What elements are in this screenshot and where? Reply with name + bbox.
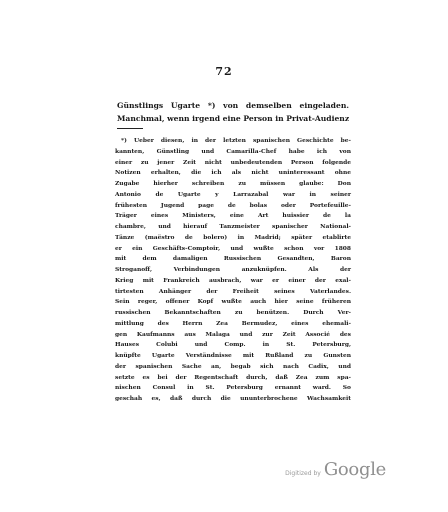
footnote-line: Notizen erhalten, die ich als nicht uninteressant ohne xyxy=(115,169,351,177)
footnote-line: geschah es, daß durch die ununterbrochene Wachsamkeit xyxy=(115,395,351,402)
digitized-by-label: Digitized by xyxy=(285,470,321,477)
footnote-line: nischen Consul in St. Petersburg ernannt ward. So xyxy=(115,384,351,392)
footnote-line: gen Kaufmanns aus Malaga und zur Zeit Associé des xyxy=(115,330,351,338)
footnote-line: russischen Bekanntschaften zu benützen. Durch Ver- xyxy=(115,309,351,316)
google-logo: Google xyxy=(323,459,386,480)
footnote-line: Hauses Colubi und Comp. in St. Petersburg, xyxy=(115,341,351,349)
footnote-line: Träger eines Ministers, eine Art huissier de la xyxy=(115,212,351,220)
main-text-line: Günstlings Ugarte *) von demselben eingeladen. xyxy=(117,101,349,110)
footnote-line: Sein reger, offener Kopf wußte auch hier seine früheren xyxy=(115,298,351,306)
footnote-line: chambre, und hierauf Tanzmeister spanischer National- xyxy=(115,223,351,230)
footnote-line: knüpfte Ugarte Verständnisse mit Rußland zu Gunsten xyxy=(115,352,351,359)
footnote-line: *) Ueber diesen, in der letzten spanischen Geschichte be- xyxy=(121,137,351,144)
footnote-line: Krieg mit Frankreich ausbrach, war er einer der exal- xyxy=(115,276,351,284)
footnote xyxy=(115,136,351,405)
main-text-line: Manchmal, wenn irgend eine Person in Privat-Audienz xyxy=(117,113,350,123)
page-number: 72 xyxy=(215,65,233,78)
footnote-line: Zugabe hierher schreiben zu müssen glaube: Don xyxy=(115,180,351,187)
main-text xyxy=(117,100,349,125)
footnote-line: frühesten Jugend page de bolas oder Portefeuille- xyxy=(115,201,351,209)
footnote-line: setzte es bei der Regentschaft durch, daß Zea zum spa- xyxy=(115,373,351,381)
footnote-line: mit dem damaligen Russischen Gesandten, Baron xyxy=(115,255,351,263)
footnote-rule xyxy=(117,128,143,129)
footnote-line: Stroganoff, Verbindungen anzuknüpfen. Als der xyxy=(115,266,351,273)
footnote-line: kannten, Günstling und Camarilla-Chef habe ich von xyxy=(115,147,351,155)
footnote-line: mittlung des Herrn Zea Bermudez, eines ehemali- xyxy=(115,319,351,327)
footnote-line: einer zu jener Zeit nicht unbedeutenden Person folgende xyxy=(115,158,351,166)
footnote-line: Antonio de Ugarte y Larrazabal war in seiner xyxy=(115,190,351,198)
footnote-line: Tänze (maëstro de bolero) in Madrid; später etablirte xyxy=(115,233,351,241)
footnote-line: der spanischen Sache an, begab sich nach Cadix, und xyxy=(115,362,351,370)
footnote-line: tirtesten Anhänger der Freiheit seines Vaterlandes. xyxy=(115,287,351,295)
footnote-line: er ein Geschäfts-Comptoir, und wußte schon vor 1808 xyxy=(115,244,351,252)
google-watermark xyxy=(285,459,386,480)
